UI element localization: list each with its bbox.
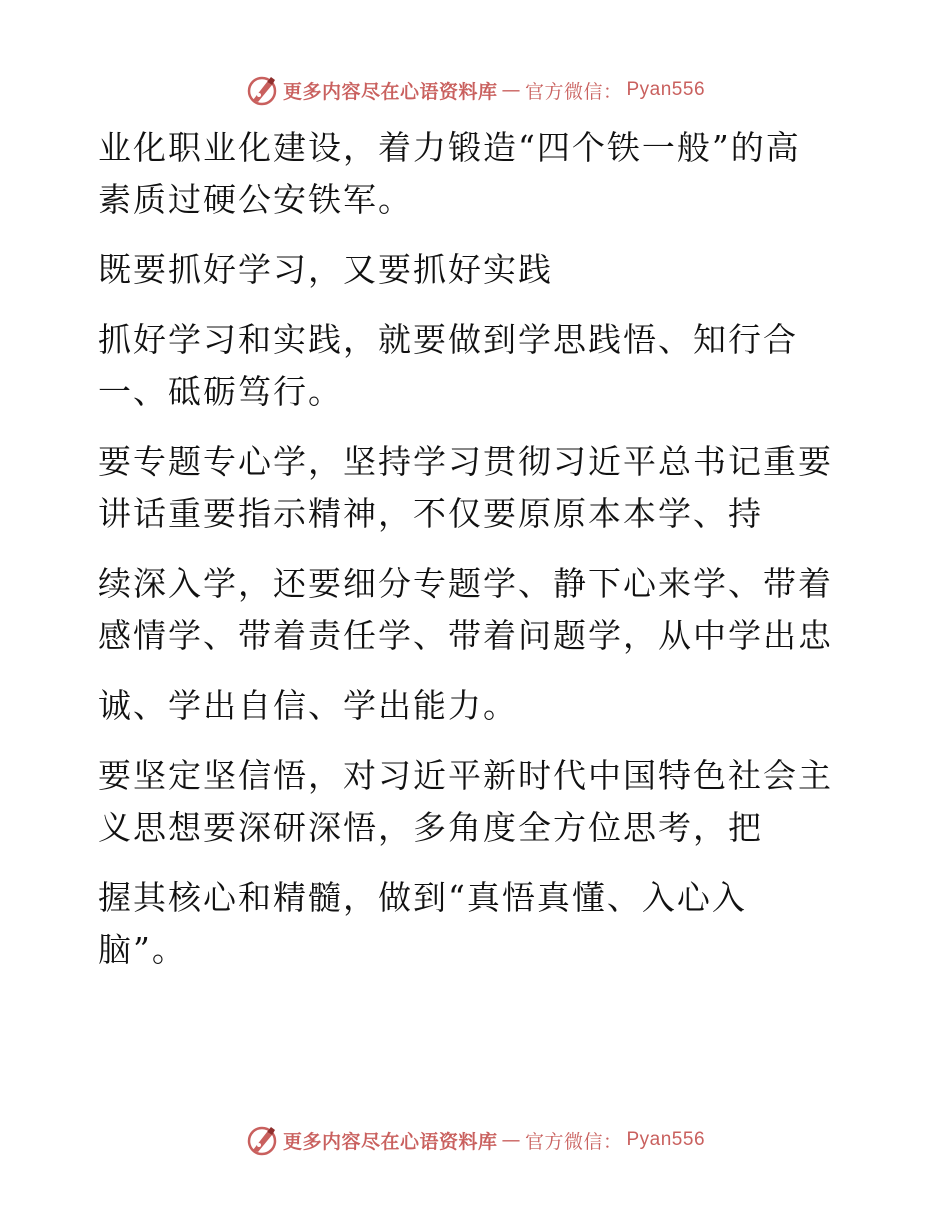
banner-dash: — [501,79,521,101]
paragraph-line: 抓好学习和实践，就要做到学思践悟、知行合 [98,320,798,359]
banner-wechat-label: 官方微信： [524,1130,623,1153]
header-banner [0,70,950,110]
paragraph-line: 续深入学，还要细分专题学、静下心来学、带着 [98,564,833,603]
paragraph-5 [98,558,858,662]
paragraph-line: 一、砥砺笃行。 [98,372,343,411]
footer-banner [0,1120,950,1160]
banner-wechat-label: 官方微信： [524,80,623,103]
pen-logo-icon [245,73,279,107]
paragraph-3 [98,314,858,418]
paragraph-8 [98,872,858,976]
banner-dash: — [501,1129,521,1151]
banner-content [245,73,705,107]
paragraph-6 [98,680,858,732]
document-body [98,122,858,994]
paragraph-line: 业化职业化建设，着力锻造“四个铁一般”的高 [98,128,801,167]
paragraph-line: 要专题专心学，坚持学习贯彻习近平总书记重要 [98,442,833,481]
paragraph-line: 素质过硬公安铁军。 [98,180,413,219]
paragraph-line: 脑”。 [98,930,187,969]
paragraph-line: 义思想要深研深悟，多角度全方位思考，把 [98,808,763,847]
banner-text: 更多内容尽在心语资料库 [282,1130,498,1153]
banner-wechat-id: Pyan556 [626,1129,706,1150]
paragraph-line: 诚、学出自信、学出能力。 [98,686,518,725]
paragraph-line: 既要抓好学习，又要抓好实践 [98,250,553,289]
banner-wechat-id: Pyan556 [626,79,706,100]
paragraph-line: 感情学、带着责任学、带着问题学，从中学出忠 [98,616,833,655]
pen-logo-icon [245,1123,279,1157]
paragraph-line: 握其核心和精髓，做到“真悟真懂、入心入 [98,878,747,917]
paragraph-7 [98,750,858,854]
banner-content [245,1123,705,1157]
banner-text: 更多内容尽在心语资料库 [282,80,498,103]
paragraph-line: 讲话重要指示精神，不仅要原原本本学、持 [98,494,763,533]
paragraph-line: 要坚定坚信悟，对习近平新时代中国特色社会主 [98,756,833,795]
paragraph-2 [98,244,858,296]
paragraph-4 [98,436,858,540]
paragraph-1 [98,122,858,226]
